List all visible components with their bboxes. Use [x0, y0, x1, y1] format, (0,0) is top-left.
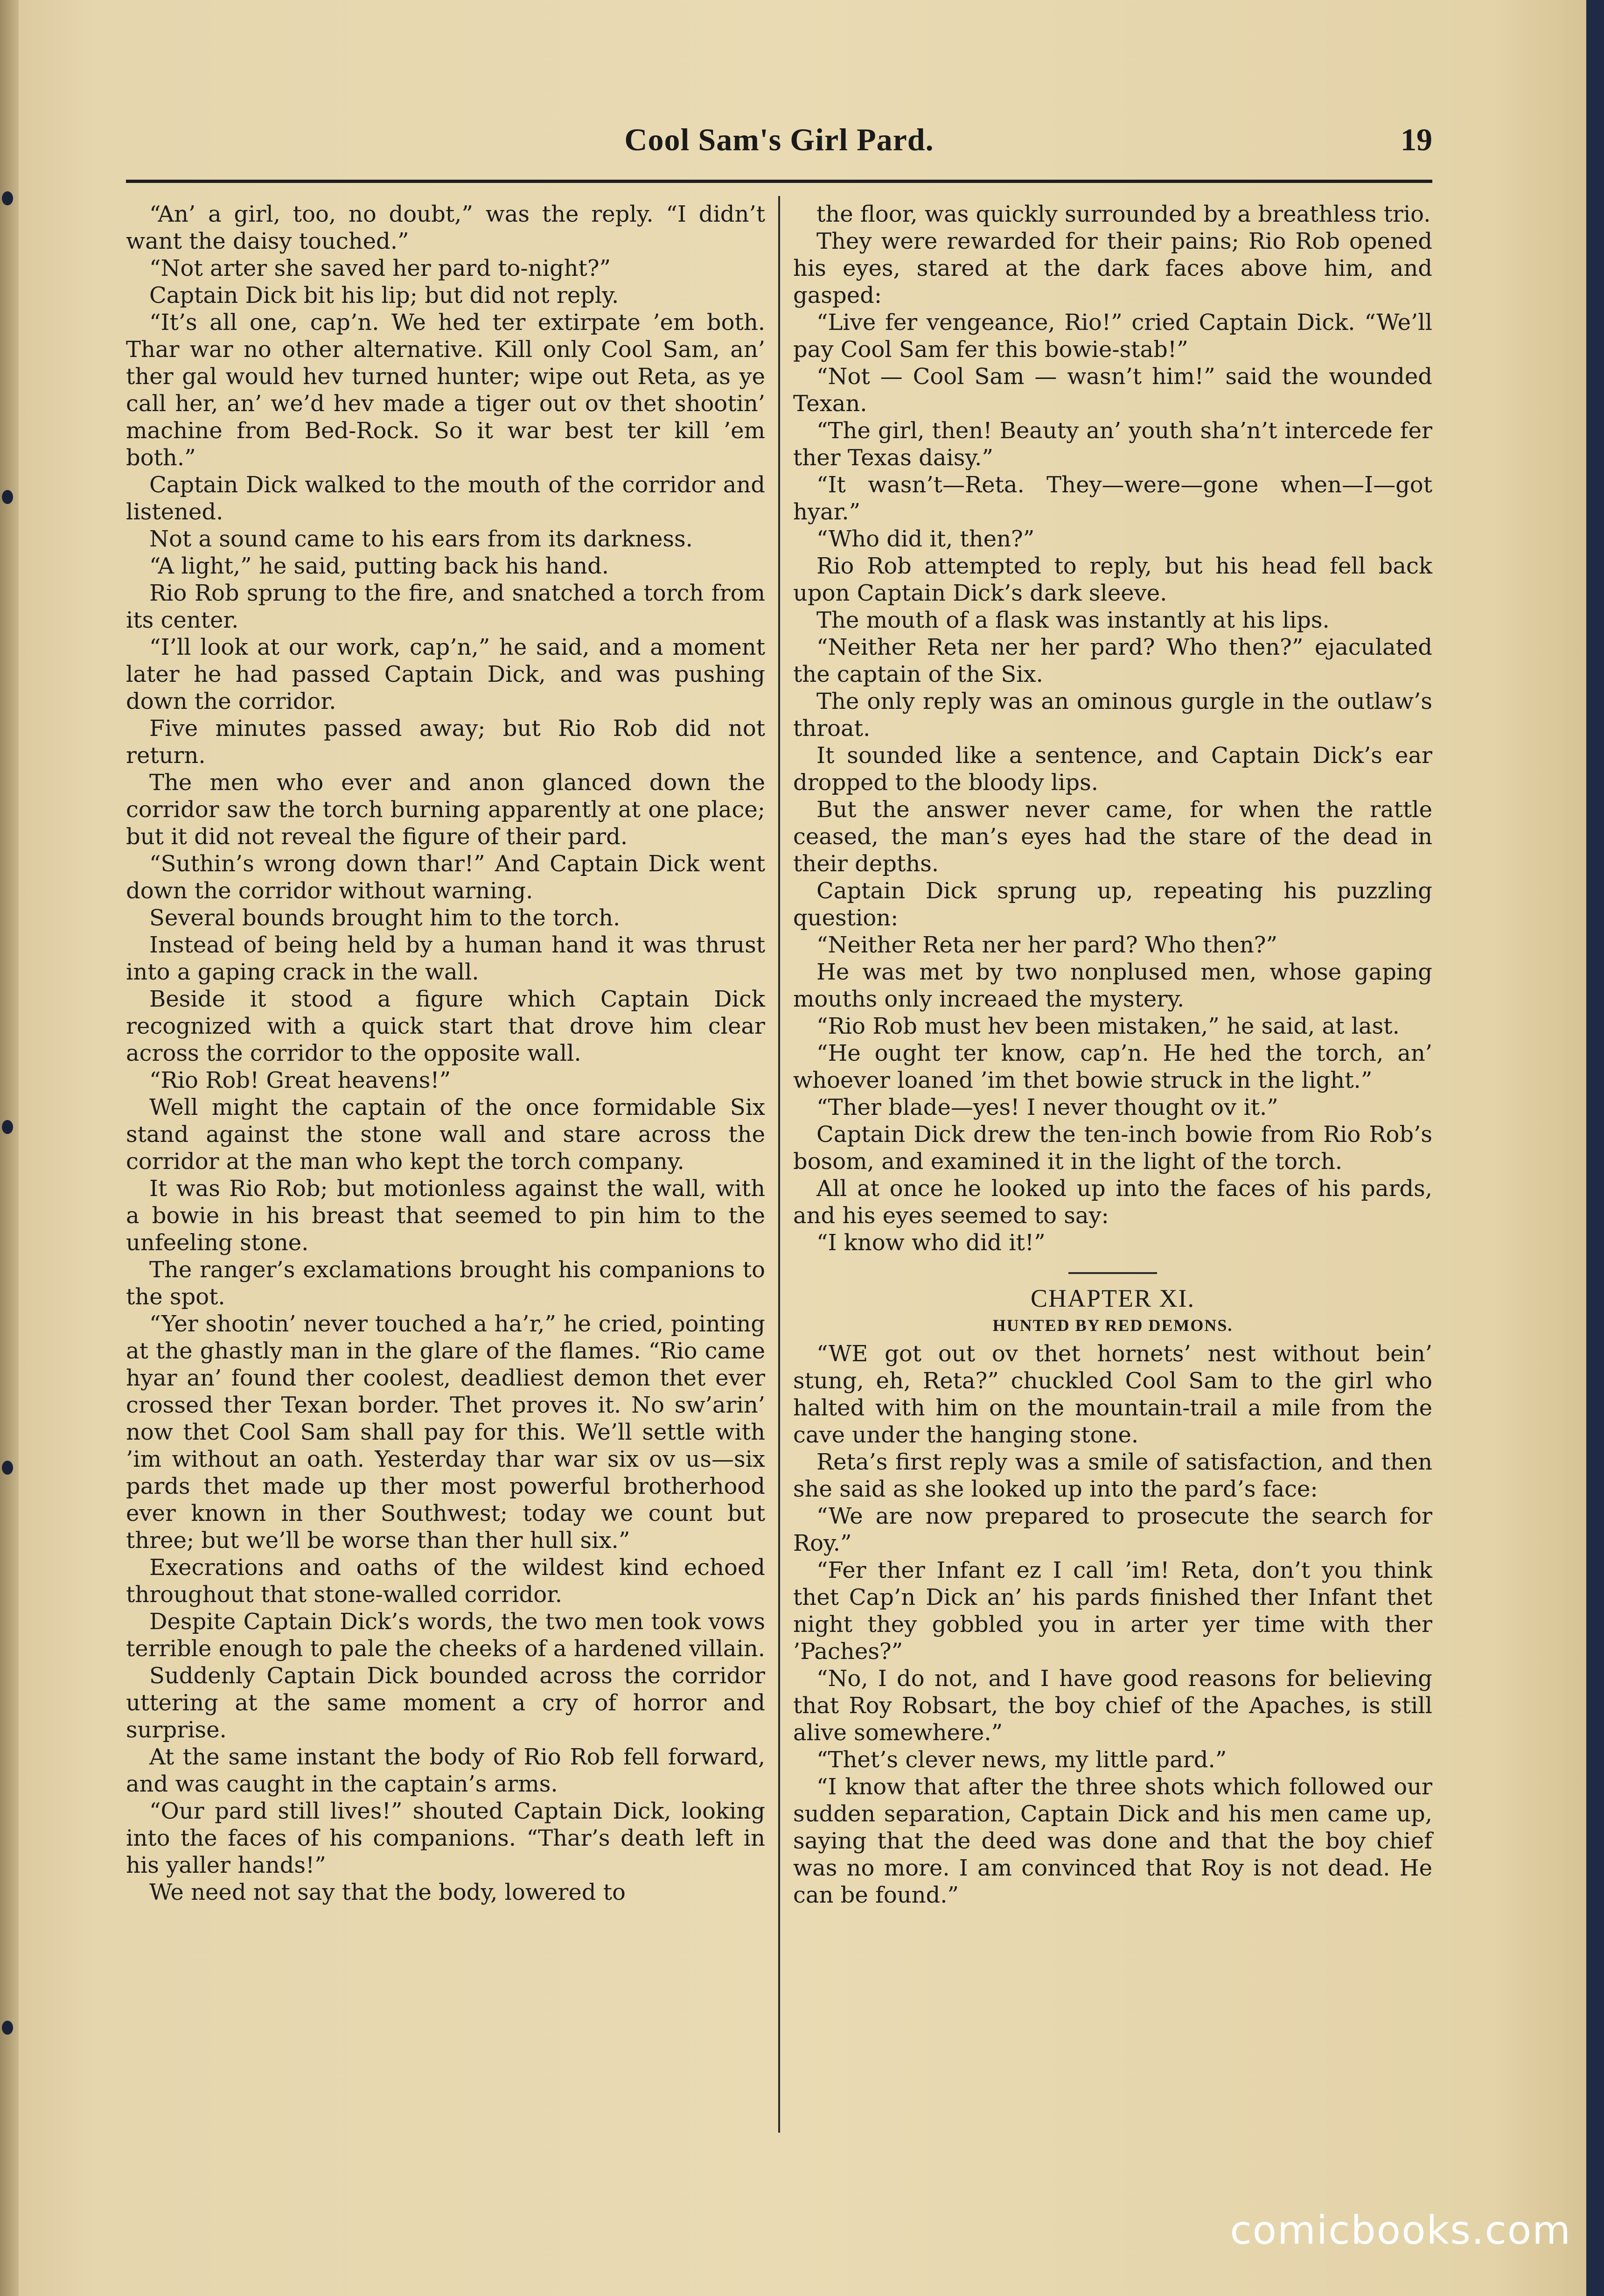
paragraph: “An’ a girl, too, no doubt,” was the reply. “I didn’t want the daisy touched.” [126, 201, 765, 254]
page-header [126, 117, 1432, 173]
paragraph: Rio Rob attempted to reply, but his head fell back upon Captain Dick’s dark sleeve. [793, 553, 1432, 606]
binding-hole [2, 2021, 13, 2035]
binding-hole [2, 490, 13, 504]
chapter-subtitle: HUNTED BY RED DEMONS. [992, 1316, 1233, 1335]
paragraph: At the same instant the body of Rio Rob fell forward, and was caught in the captain’s arms. [126, 1744, 765, 1797]
running-title: Cool Sam's Girl Pard. [624, 122, 934, 157]
paragraph: But the answer never came, for when the rattle ceased, the man’s eyes had the stare of the dead in their depths. [793, 797, 1432, 877]
paragraph: Execrations and oaths of the wildest kind echoed throughout that stone-walled corridor. [126, 1554, 765, 1608]
paragraph: Captain Dick walked to the mouth of the corridor and listened. [126, 472, 765, 525]
binding-edge [0, 0, 19, 2296]
binding-hole [2, 191, 13, 205]
paragraph: “Neither Reta ner her pard? Who then?” [816, 932, 1278, 958]
paragraph: We need not say that the body, lowered to [149, 1879, 626, 1905]
paragraph: Not a sound came to his ears from its darkness. [149, 526, 693, 552]
right-column [793, 201, 1432, 1909]
paragraph: “Not — Cool Sam — wasn’t him!” said the wounded Texan. [793, 364, 1432, 417]
paragraph: “Rio Rob must hev been mistaken,” he said, at last. [816, 1013, 1400, 1039]
paragraph: “Our pard still lives!” shouted Captain Dick, looking into the faces of his companions. “Thar’s death left in his yaller hands!” [126, 1798, 765, 1878]
left-column [126, 201, 765, 1906]
paragraph: “I know that after the three shots which followed our sudden separation, Captain Dick and his men came up, saying that the deed was done and that the boy chief was no more. I am convinced that Roy is not dead. He can be found.” [793, 1774, 1432, 1908]
binding-hole [2, 1461, 13, 1475]
paragraph: The ranger’s exclamations brought his companions to the spot. [126, 1257, 765, 1310]
chapter-separator-rule [1068, 1272, 1157, 1274]
paragraph: The mouth of a flask was instantly at his lips. [816, 607, 1330, 633]
paragraph: “Ther blade—yes! I never thought ov it.” [816, 1094, 1278, 1120]
paragraph: They were rewarded for their pains; Rio Rob opened his eyes, stared at the dark faces above him, and gasped: [793, 228, 1432, 308]
paragraph: Beside it stood a figure which Captain Dick recognized with a quick start that drove him clear across the corridor to the opposite wall. [126, 986, 765, 1066]
paragraph: The men who ever and anon glanced down the corridor saw the torch burning apparently at one place; but it did not reveal the figure of their pard. [126, 770, 765, 850]
paragraph: Several bounds brought him to the torch. [149, 905, 621, 931]
paragraph: “Fer ther Infant ez I call ’im! Reta, don’t you think thet Cap’n Dick an’ his pards finished ther Infant thet night they gobbled you in arter yer time with ther ’Paches?” [793, 1557, 1432, 1665]
paragraph: “A light,” he said, putting back his hand. [149, 553, 609, 579]
paragraph: “We are now prepared to prosecute the search for Roy.” [793, 1503, 1432, 1556]
binding-hole [2, 1120, 13, 1134]
paragraph: “It’s all one, cap’n. We hed ter extirpate ’em both. Thar war no other alternative. Kill only Cool Sam, an’ ther gal would hev turned hunter; wipe out Reta, as ye call her, an’ we’d hev made a tiger out ov thet shootin’ machine from Bed-Rock. So it war best ter kill ’em both.” [126, 309, 765, 471]
paragraph: “Who did it, then?” [816, 526, 1035, 552]
paragraph: the floor, was quickly surrounded by a breathless trio. [816, 201, 1431, 227]
column-divider [778, 196, 780, 2133]
paragraph: Reta’s first reply was a smile of satisfaction, and then she said as she looked up into the pard’s face: [793, 1449, 1432, 1502]
paragraph: “It wasn’t—Reta. They—were—gone when—I—got hyar.” [793, 472, 1432, 525]
chapter-heading: CHAPTER XI. [1030, 1284, 1195, 1312]
paragraph: He was met by two nonplused men, whose gaping mouths only increaed the mystery. [793, 959, 1432, 1012]
paragraph: “Yer shootin’ never touched a ha’r,” he cried, pointing at the ghastly man in the glare of the flames. “Rio came hyar an’ found ther coolest, deadliest demon thet ever crossed ther Texan border. Thet proves it. No sw’arin’ now thet Cool Sam shall pay for this. We’ll settle with ’im without an oath. Yesterday thar war six ov us—six pards thet made up ther most powerful brotherhood ever known in ther Southwest; today we count but three; but we’ll be worse than ther hull six.” [126, 1311, 765, 1554]
header-rule [126, 180, 1432, 183]
paragraph: “Thet’s clever news, my little pard.” [816, 1747, 1227, 1773]
right-column-text-after-chapter [793, 1340, 1432, 1909]
paragraph: “The girl, then! Beauty an’ youth sha’n’t intercede fer ther Texas daisy.” [793, 418, 1432, 471]
paragraph: Five minutes passed away; but Rio Rob did not return. [126, 715, 765, 769]
paragraph: The only reply was an ominous gurgle in the outlaw’s throat. [793, 688, 1432, 742]
paragraph: “Suthin’s wrong down thar!” And Captain Dick went down the corridor without warning. [126, 851, 765, 904]
paragraph: “No, I do not, and I have good reasons for believing that Roy Robsart, the boy chief of the Apaches, is still alive somewhere.” [793, 1666, 1432, 1746]
paragraph: “WE got out ov thet hornets’ nest without bein’ stung, eh, Reta?” chuckled Cool Sam to the girl who halted with him on the mountain-trail a mile from the cave under the hanging stone. [793, 1341, 1432, 1448]
paragraph: “Not arter she saved her pard to-night?” [149, 255, 611, 281]
paragraph: Instead of being held by a human hand it was thrust into a gaping crack in the wall. [126, 932, 765, 985]
right-column-text-before-chapter [793, 201, 1432, 1256]
paragraph: Captain Dick drew the ten-inch bowie from Rio Rob’s bosom, and examined it in the light of the torch. [793, 1121, 1432, 1175]
paragraph: Suddenly Captain Dick bounded across the corridor uttering at the same moment a cry of horror and surprise. [126, 1663, 765, 1743]
paragraph: It sounded like a sentence, and Captain Dick’s ear dropped to the bloody lips. [793, 742, 1432, 796]
paragraph: “I know who did it!” [816, 1230, 1046, 1256]
paragraph: Despite Captain Dick’s words, the two men took vows terrible enough to pale the cheeks of a hardened villain. [126, 1609, 765, 1662]
paragraph: It was Rio Rob; but motionless against the wall, with a bowie in his breast that seemed to pin him to the unfeeling stone. [126, 1176, 765, 1256]
watermark-text: comicbooks.com [1230, 2207, 1571, 2253]
paragraph: Captain Dick bit his lip; but did not reply. [149, 282, 619, 308]
paragraph: “He ought ter know, cap’n. He hed the torch, an’ whoever loaned ’im thet bowie struck in the light.” [793, 1040, 1432, 1093]
paragraph: “Neither Reta ner her pard? Who then?” ejaculated the captain of the Six. [793, 634, 1432, 687]
paragraph: “Rio Rob! Great heavens!” [149, 1067, 451, 1093]
paragraph: All at once he looked up into the faces of his pards, and his eyes seemed to say: [793, 1176, 1432, 1229]
paragraph: “Live fer vengeance, Rio!” cried Captain Dick. “We’ll pay Cool Sam fer this bowie-stab!” [793, 309, 1432, 363]
page-number: 19 [1401, 122, 1432, 157]
paragraph: Rio Rob sprung to the fire, and snatched a torch from its center. [126, 580, 765, 633]
paragraph: Captain Dick sprung up, repeating his puzzling question: [793, 878, 1432, 931]
paragraph: “I’ll look at our work, cap’n,” he said, and a moment later he had passed Captain Dick, and was pushing down the corridor. [126, 634, 765, 714]
paragraph: Well might the captain of the once formidable Six stand against the stone wall and stare across the corridor at the man who kept the torch company. [126, 1094, 765, 1175]
